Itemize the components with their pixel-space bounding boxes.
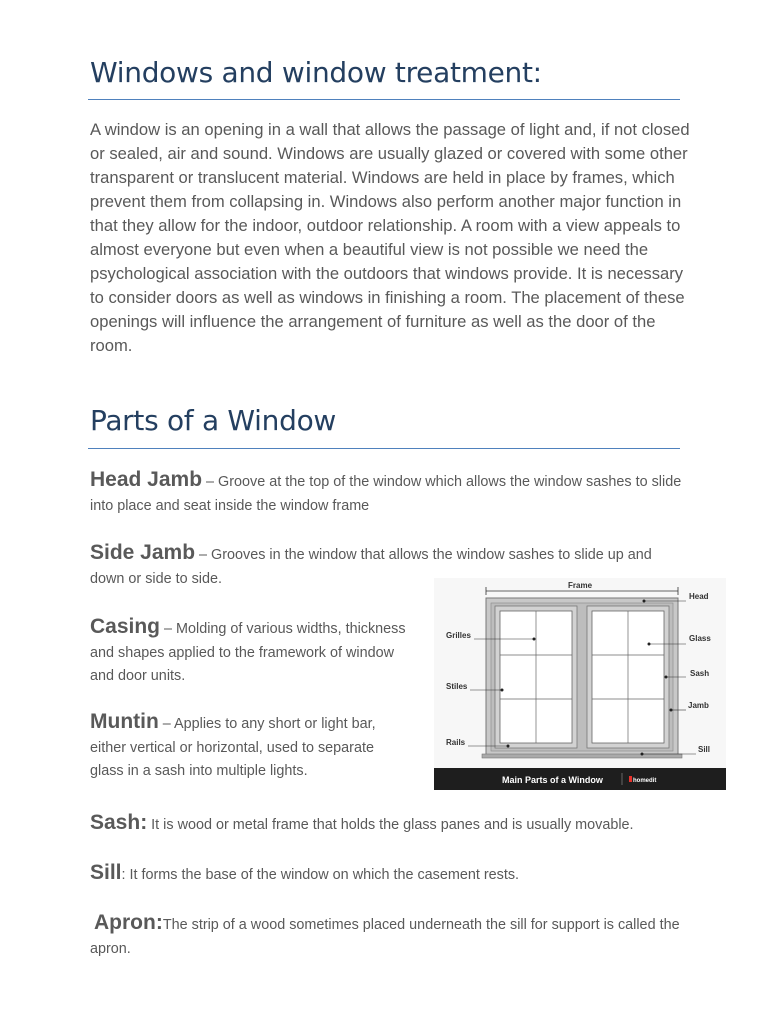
- section-divider: [88, 448, 680, 449]
- caption-logo: homedit: [633, 778, 657, 784]
- leader-dot: [507, 745, 510, 748]
- term-description: – Molding of various widths, thickness and shapes applied to the framework of window and door units.: [90, 621, 406, 684]
- title-divider: [88, 99, 680, 100]
- page-title: Windows and window treatment:: [90, 56, 542, 89]
- term-sash: [90, 811, 710, 837]
- leader-dot: [670, 709, 673, 712]
- term-label: Side Jamb: [90, 541, 196, 564]
- leader-dot: [533, 638, 536, 641]
- label-jamb: Jamb: [688, 701, 709, 710]
- term-description: – Groove at the top of the window which allows the window sashes to slide into place and seat inside the window frame: [90, 474, 682, 514]
- term-description: – Grooves in the window that allows the window sashes to slide up and down or side to side.: [90, 547, 652, 587]
- term-label: Casing: [90, 615, 161, 638]
- leader-dot: [643, 600, 646, 603]
- caption-bar: [434, 768, 726, 790]
- label-frame: Frame: [568, 581, 593, 590]
- caption-text: Main Parts of a Window: [502, 775, 603, 785]
- label-head: Head: [689, 592, 709, 601]
- label-grilles: Grilles: [446, 631, 471, 640]
- label-sash: Sash: [690, 669, 710, 678]
- term-label: Head Jamb: [90, 468, 203, 491]
- label-stiles: Stiles: [446, 682, 468, 691]
- term-description: It forms the base of the window on which the casement rests.: [125, 867, 520, 883]
- term-muntin: [90, 710, 405, 784]
- label-sill: Sill: [698, 745, 711, 754]
- term-description: It is wood or metal frame that holds the glass panes and is usually movable.: [147, 817, 634, 833]
- leader-dot: [648, 643, 651, 646]
- term-casing: [90, 615, 415, 689]
- term-description: The strip of a wood sometimes placed underneath the sill for support is called the apron.: [90, 917, 680, 957]
- term-label: Apron:: [94, 911, 163, 934]
- section-title: Parts of a Window: [90, 404, 337, 437]
- window-diagram-svg: [434, 578, 726, 790]
- term-head-jamb: [90, 468, 690, 518]
- leader-dot: [641, 753, 644, 756]
- sill-board: [482, 754, 682, 758]
- term-label: Sill: [90, 861, 122, 884]
- window-parts-diagram: [434, 578, 726, 790]
- term-sill: [90, 861, 710, 887]
- term-description: – Applies to any short or light bar, either vertical or horizontal, used to separate glass in a sash into multiple lights.: [90, 716, 376, 779]
- intro-paragraph: A window is an opening in a wall that allows the passage of light and, if not closed or sealed, air and sound. Windows are usually glazed or covered with some other transparent or translucent material. Windows are held in place by frames, which prevent them from collapsing in. Windows also perform another major function in that they allow for the indoor, outdoor relationship. A room with a view appeals to almost everyone but even when a beautiful view is not possible we need the psychological association with the outdoors that windows provide. It is necessary to consider doors as well as windows in finishing a room. The placement of these openings will influence the arrangement of furniture as well as the door of the room.: [90, 120, 690, 355]
- label-glass: Glass: [689, 634, 711, 643]
- term-label: Muntin: [90, 710, 159, 733]
- term-apron: [90, 911, 690, 961]
- term-colon: :: [121, 867, 126, 883]
- leader-dot: [501, 689, 504, 692]
- term-label: Sash:: [90, 811, 148, 834]
- leader-dot: [665, 676, 668, 679]
- logo-mark-icon: [629, 776, 632, 782]
- label-rails: Rails: [446, 738, 466, 747]
